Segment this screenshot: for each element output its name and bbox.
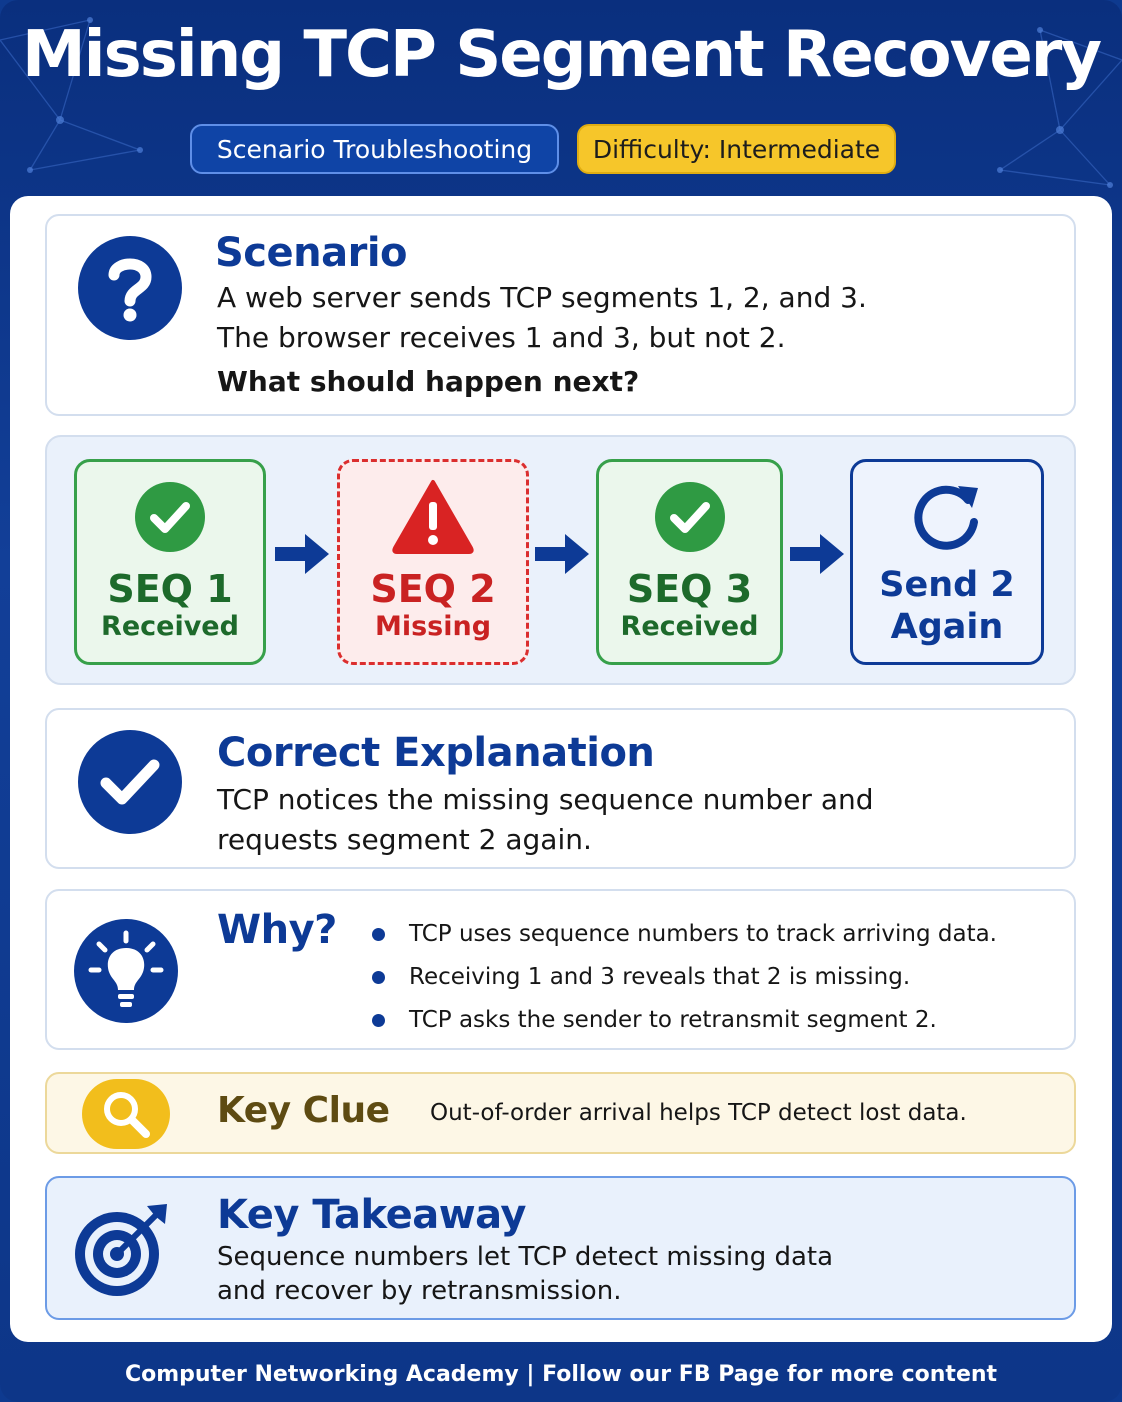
bullet-dot [372, 971, 385, 984]
segment-flow [45, 435, 1076, 685]
key-clue-heading: Key Clue [217, 1090, 390, 1131]
takeaway-heading: Key Takeaway [217, 1192, 526, 1238]
why-bullet [372, 1007, 937, 1033]
magnifier-icon [82, 1079, 170, 1149]
step-label: Send 2 [879, 565, 1015, 605]
footer-credit: Computer Networking Academy | Follow our FB Page for more content [124, 1361, 998, 1387]
warning-triangle-icon [391, 478, 475, 554]
key-takeaway-card [45, 1176, 1076, 1320]
why-bullet-text: TCP asks the sender to retransmit segment 2. [409, 1007, 937, 1033]
scenario-line-2: The browser receives 1 and 3, but not 2. [217, 321, 786, 354]
retry-arrow-icon [908, 478, 986, 556]
bullet-dot [372, 1014, 385, 1027]
explanation-line-2: requests segment 2 again. [217, 823, 592, 856]
step-label: SEQ 2 [370, 567, 496, 611]
checkmark-icon [78, 730, 182, 834]
step-label: SEQ 1 [107, 567, 233, 611]
scenario-line-1: A web server sends TCP segments 1, 2, and 3. [217, 281, 867, 314]
scenario-heading: Scenario [215, 230, 408, 276]
why-bullet-text: Receiving 1 and 3 reveals that 2 is missing. [409, 964, 911, 990]
difficulty-badge: Difficulty: Intermediate [577, 124, 896, 174]
step-seq-3 [596, 459, 783, 665]
scenario-question: What should happen next? [217, 365, 640, 398]
explanation-card [45, 708, 1076, 869]
check-circle-icon [653, 480, 727, 554]
step-label: SEQ 3 [626, 567, 753, 611]
step-seq-2 [337, 459, 529, 665]
key-clue-card [45, 1072, 1076, 1154]
why-bullet [372, 964, 910, 990]
why-card [45, 889, 1076, 1050]
takeaway-line-2: and recover by retransmission. [217, 1276, 622, 1306]
step-status: Received [101, 611, 239, 642]
check-circle-icon [133, 480, 207, 554]
question-icon [78, 236, 182, 340]
scenario-card [45, 214, 1076, 416]
explanation-heading: Correct Explanation [217, 730, 655, 776]
lightbulb-icon [74, 919, 178, 1023]
content-panel [10, 196, 1112, 1342]
target-icon [71, 1200, 171, 1300]
step-status: Missing [374, 611, 492, 642]
takeaway-line-1: Sequence numbers let TCP detect missing data [217, 1242, 834, 1272]
bullet-dot [372, 928, 385, 941]
arrow-right-icon [535, 532, 591, 576]
why-heading: Why? [217, 907, 337, 953]
key-clue-text: Out-of-order arrival helps TCP detect lost data. [430, 1100, 967, 1126]
step-seq-1 [74, 459, 266, 665]
step-send-again [850, 459, 1044, 665]
page-title: Missing TCP Segment Recovery [21, 18, 1101, 92]
explanation-line-1: TCP notices the missing sequence number and [217, 783, 874, 816]
arrow-right-icon [790, 532, 846, 576]
why-bullet-text: TCP uses sequence numbers to track arriving data. [409, 921, 997, 947]
why-bullet [372, 921, 997, 947]
step-status: Again [890, 607, 1004, 647]
scenario-tag: Scenario Troubleshooting [190, 124, 559, 174]
step-status: Received [620, 611, 759, 642]
arrow-right-icon [275, 532, 331, 576]
